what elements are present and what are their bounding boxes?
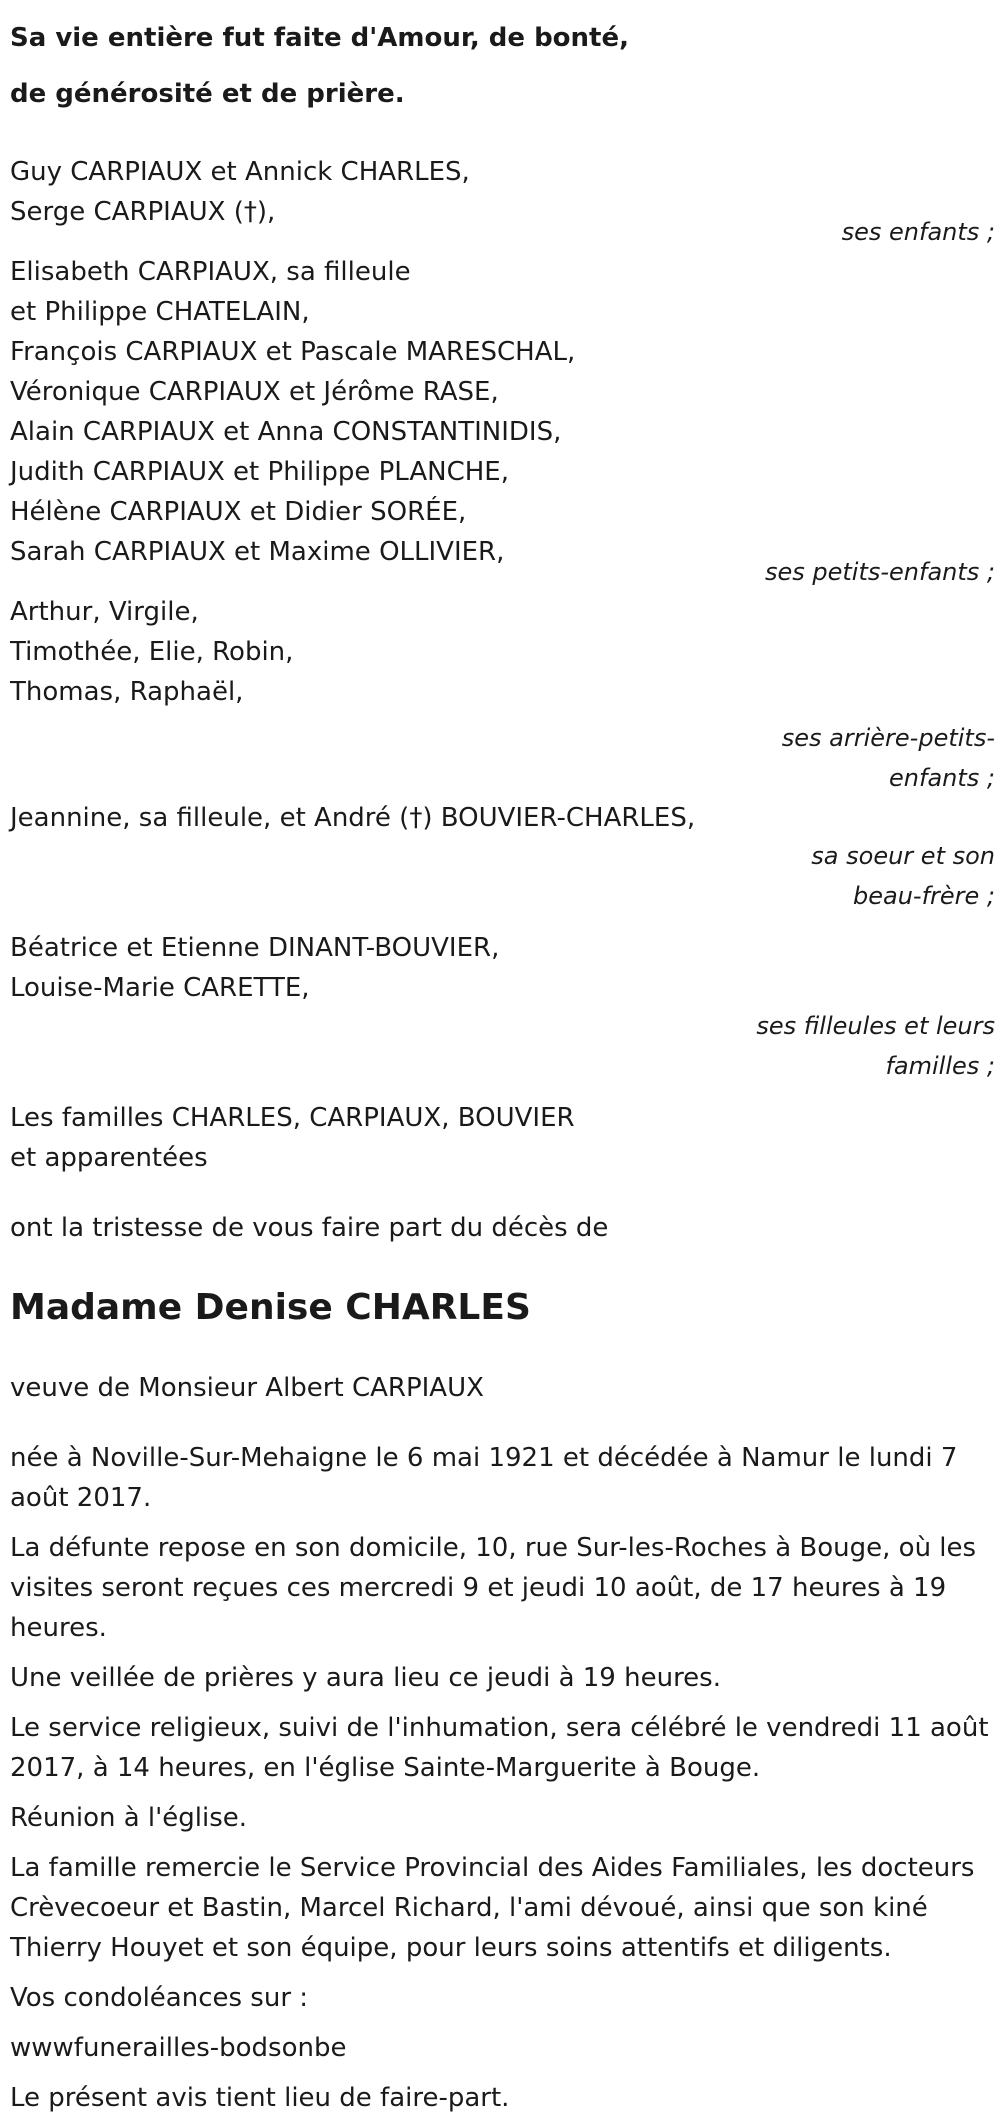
family-line: Jeannine, sa filleule, et André (†) BOUVIER-CHARLES, [10, 803, 696, 833]
families-group [10, 1098, 995, 1178]
family-line: et apparentées [10, 1143, 208, 1173]
role-label: ses filleules et leurs [756, 1012, 995, 1040]
family-line: Guy CARPIAUX et Annick CHARLES, [10, 157, 470, 187]
paragraph: Le service religieux, suivi de l'inhumation, sera célébré le vendredi 11 août 2017, à 14 heures, en l'église Sainte-Marguerite à Bouge. [10, 1713, 989, 1783]
family-line: Thomas, Raphaël, [10, 677, 244, 707]
family-line: Arthur, Virgile, [10, 597, 199, 627]
family-line: Les familles CHARLES, CARPIAUX, BOUVIER [10, 1103, 575, 1133]
paragraph: née à Noville-Sur-Mehaigne le 6 mai 1921 et décédée à Namur le lundi 7 août 2017. [10, 1443, 958, 1513]
goddaughters-group [10, 928, 995, 1086]
paragraph: Une veillée de prières y aura lieu ce jeudi à 19 heures. [10, 1663, 721, 1693]
paragraph: Le présent avis tient lieu de faire-part. [10, 2083, 510, 2113]
epitaph-line: de générosité et de prière. [10, 79, 405, 109]
family-line: Alain CARPIAUX et Anna CONSTANTINIDIS, [10, 417, 562, 447]
deceased-name: Madame Denise CHARLES [10, 1287, 531, 1328]
family-line: Hélène CARPIAUX et Didier SORÉE, [10, 497, 467, 527]
website-text: wwwfunerailles-bodsonbe [10, 2033, 347, 2063]
role-label: familles ; [885, 1052, 995, 1080]
family-line: Louise-Marie CARETTE, [10, 973, 310, 1003]
children-group [10, 152, 995, 252]
sister-group [10, 798, 995, 916]
family-line: et Philippe CHATELAIN, [10, 297, 310, 327]
paragraph: Réunion à l'église. [10, 1803, 248, 1833]
role-label: ses petits-enfants ; [764, 558, 995, 586]
epitaph [10, 10, 1000, 122]
family-line: Véronique CARPIAUX et Jérôme RASE, [10, 377, 499, 407]
role-label: ses arrière-petits- [781, 724, 995, 752]
paragraph: La famille remercie le Service Provincial des Aides Familiales, les docteurs Crèvecoeur et Bastin, Marcel Richard, l'ami dévoué, ainsi que son kiné Thierry Houyet et son équipe, pour leurs soins attentifs et diligents. [10, 1853, 975, 1963]
paragraph: La défunte repose en son domicile, 10, rue Sur-les-Roches à Bouge, où les visites seront reçues ces mercredi 9 et jeudi 10 août, de 17 heures à 19 heures. [10, 1533, 977, 1643]
family-line: Sarah CARPIAUX et Maxime OLLIVIER, [10, 537, 505, 567]
family-line: Judith CARPIAUX et Philippe PLANCHE, [10, 457, 510, 487]
announcement: ont la tristesse de vous faire part du décès de [10, 1213, 609, 1243]
paragraph: Vos condoléances sur : [10, 1983, 309, 2013]
grandchildren-group [10, 252, 995, 592]
great-grandchildren-group [10, 592, 995, 798]
role-label: enfants ; [889, 764, 995, 792]
family-line: Elisabeth CARPIAUX, sa filleule [10, 257, 411, 287]
family-line: Serge CARPIAUX (†), [10, 197, 276, 227]
family-line: Béatrice et Etienne DINANT-BOUVIER, [10, 933, 500, 963]
family-line: Timothée, Elie, Robin, [10, 637, 294, 667]
role-label: ses enfants ; [841, 218, 995, 246]
epitaph-line: Sa vie entière fut faite d'Amour, de bonté, [10, 23, 629, 53]
family-line: François CARPIAUX et Pascale MARESCHAL, [10, 337, 576, 367]
role-label: sa soeur et son [811, 842, 995, 870]
widow-of: veuve de Monsieur Albert CARPIAUX [10, 1373, 484, 1403]
role-label: beau-frère ; [852, 882, 995, 910]
